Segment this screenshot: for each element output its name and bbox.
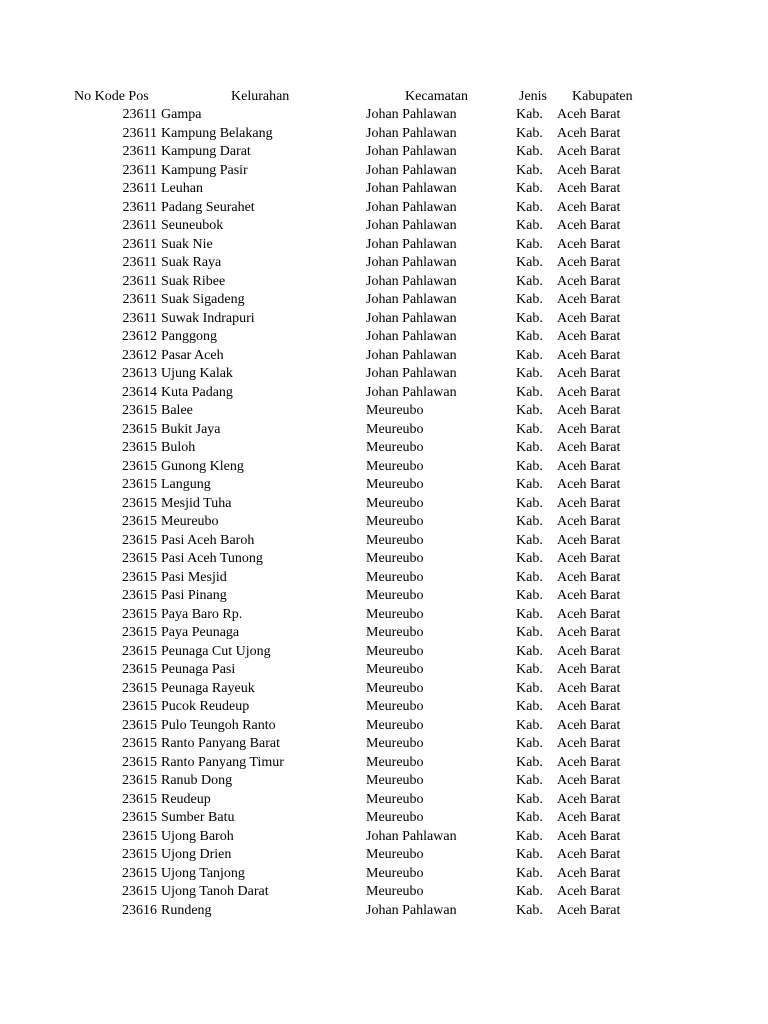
- kelurahan-cell: Ranub Dong: [161, 773, 233, 788]
- kelurahan-cell: Balee: [161, 403, 193, 418]
- kecamatan-cell: Johan Pahlawan: [366, 125, 457, 141]
- jenis-cell: Kab.: [516, 181, 543, 196]
- kelurahan-cell: Pasi Aceh Baroh: [161, 532, 255, 548]
- kabupaten-cell: Aceh Barat: [557, 310, 621, 326]
- jenis-cell: Kab.: [516, 514, 543, 529]
- table-row: [0, 254, 768, 273]
- jenis-cell: Kab.: [516, 125, 543, 141]
- kelurahan-cell: Sumber Batu: [161, 810, 235, 825]
- kabupaten-cell: Aceh Barat: [557, 606, 621, 622]
- kecamatan-cell: Johan Pahlawan: [366, 144, 457, 159]
- table-row: [0, 791, 768, 810]
- table-header: [0, 88, 768, 106]
- table-row: [0, 513, 768, 532]
- kecamatan-cell: Meureubo: [366, 736, 424, 751]
- jenis-cell: Kab.: [516, 884, 543, 899]
- kecamatan-cell: Meureubo: [366, 495, 424, 511]
- kecamatan-cell: Meureubo: [366, 773, 424, 788]
- kecamatan-cell: Johan Pahlawan: [366, 292, 457, 307]
- kecamatan-cell: Meureubo: [366, 699, 424, 714]
- table-row: [0, 846, 768, 865]
- kelurahan-cell: Buloh: [161, 440, 196, 455]
- jenis-cell: Kab.: [516, 403, 543, 418]
- kelurahan-cell: Peunaga Rayeuk: [161, 680, 255, 696]
- kelurahan-cell: Gunong Kleng: [161, 458, 244, 474]
- kelurahan-cell: Kampung Pasir: [161, 162, 248, 178]
- table-body: [0, 106, 768, 920]
- table-row: [0, 606, 768, 625]
- kecamatan-cell: Meureubo: [366, 680, 424, 696]
- jenis-cell: Kab.: [516, 699, 543, 714]
- kecamatan-cell: Meureubo: [366, 810, 424, 825]
- kecamatan-cell: Meureubo: [366, 662, 424, 677]
- jenis-cell: Kab.: [516, 588, 543, 603]
- kelurahan-cell: Seuneubok: [161, 218, 224, 233]
- table-row: [0, 365, 768, 384]
- table-row: [0, 439, 768, 458]
- kecamatan-cell: Meureubo: [366, 477, 424, 492]
- table-row: [0, 883, 768, 902]
- kode-pos-cell: 23615: [122, 588, 157, 603]
- table-row: [0, 828, 768, 847]
- kabupaten-cell: Aceh Barat: [557, 218, 621, 233]
- kecamatan-cell: Johan Pahlawan: [366, 162, 457, 178]
- kode-pos-cell: 23615: [122, 773, 157, 788]
- kode-pos-cell: 23615: [122, 606, 157, 622]
- jenis-cell: Kab.: [516, 680, 543, 696]
- kecamatan-cell: Meureubo: [366, 514, 424, 529]
- kode-pos-cell: 23615: [122, 569, 157, 585]
- kelurahan-cell: Pasi Aceh Tunong: [161, 551, 263, 566]
- jenis-cell: Kab.: [516, 329, 543, 344]
- table-row: [0, 291, 768, 310]
- table-row: [0, 550, 768, 569]
- table-row: [0, 569, 768, 588]
- kabupaten-cell: Aceh Barat: [557, 403, 621, 418]
- jenis-cell: Kab.: [516, 218, 543, 233]
- kecamatan-cell: Johan Pahlawan: [366, 255, 457, 270]
- kode-pos-cell: 23612: [122, 329, 157, 344]
- kecamatan-cell: Johan Pahlawan: [366, 828, 457, 844]
- kelurahan-cell: Pulo Teungoh Ranto: [161, 717, 276, 733]
- jenis-cell: Kab.: [516, 810, 543, 825]
- kelurahan-cell: Padang Seurahet: [161, 199, 255, 215]
- table-row: [0, 106, 768, 125]
- table-row: [0, 310, 768, 329]
- kelurahan-cell: Reudeup: [161, 791, 211, 807]
- kode-pos-cell: 23615: [122, 717, 157, 733]
- kode-pos-cell: 23612: [122, 347, 157, 363]
- kode-pos-cell: 23615: [122, 551, 157, 566]
- kode-pos-cell: 23614: [122, 384, 157, 400]
- table-row: [0, 273, 768, 292]
- kecamatan-cell: Johan Pahlawan: [366, 310, 457, 326]
- jenis-cell: Kab.: [516, 440, 543, 455]
- jenis-cell: Kab.: [516, 569, 543, 585]
- kelurahan-cell: Suak Ribee: [161, 273, 226, 289]
- kelurahan-cell: Langung: [161, 477, 211, 492]
- table-row: [0, 199, 768, 218]
- kelurahan-cell: Kampung Belakang: [161, 125, 273, 141]
- table-row: [0, 661, 768, 680]
- kelurahan-cell: Leuhan: [161, 181, 203, 196]
- kecamatan-cell: Johan Pahlawan: [366, 181, 457, 196]
- kode-pos-cell: 23615: [122, 754, 157, 770]
- jenis-cell: Kab.: [516, 606, 543, 622]
- kelurahan-cell: Ujong Baroh: [161, 828, 234, 844]
- jenis-cell: Kab.: [516, 292, 543, 307]
- table-row: [0, 125, 768, 144]
- kabupaten-cell: Aceh Barat: [557, 329, 621, 344]
- jenis-cell: Kab.: [516, 144, 543, 159]
- header-no-kode-pos: No Kode Pos: [74, 89, 149, 104]
- table-row: [0, 772, 768, 791]
- kecamatan-cell: Meureubo: [366, 440, 424, 455]
- kecamatan-cell: Meureubo: [366, 403, 424, 418]
- table-row: [0, 495, 768, 514]
- table-row: [0, 180, 768, 199]
- kecamatan-cell: Johan Pahlawan: [366, 218, 457, 233]
- table-row: [0, 624, 768, 643]
- kode-pos-cell: 23611: [122, 125, 157, 141]
- table-row: [0, 680, 768, 699]
- kelurahan-cell: Suak Nie: [161, 236, 213, 252]
- kode-pos-cell: 23611: [122, 310, 157, 326]
- kelurahan-cell: Suak Sigadeng: [161, 292, 245, 307]
- kecamatan-cell: Meureubo: [366, 791, 424, 807]
- header-kecamatan: Kecamatan: [405, 89, 468, 104]
- kode-pos-cell: 23615: [122, 421, 157, 437]
- kabupaten-cell: Aceh Barat: [557, 458, 621, 474]
- kabupaten-cell: Aceh Barat: [557, 810, 621, 825]
- kecamatan-cell: Johan Pahlawan: [366, 273, 457, 289]
- kode-pos-cell: 23611: [122, 273, 157, 289]
- kabupaten-cell: Aceh Barat: [557, 551, 621, 566]
- kecamatan-cell: Johan Pahlawan: [366, 329, 457, 344]
- kode-pos-cell: 23611: [122, 236, 157, 252]
- kode-pos-cell: 23615: [122, 643, 157, 659]
- kecamatan-cell: Meureubo: [366, 569, 424, 585]
- jenis-cell: Kab.: [516, 107, 543, 122]
- table-row: [0, 236, 768, 255]
- table-row: [0, 328, 768, 347]
- header-kabupaten: Kabupaten: [572, 89, 633, 104]
- jenis-cell: Kab.: [516, 495, 543, 511]
- kelurahan-cell: Gampa: [161, 107, 202, 122]
- kode-pos-cell: 23615: [122, 514, 157, 529]
- jenis-cell: Kab.: [516, 791, 543, 807]
- kecamatan-cell: Meureubo: [366, 458, 424, 474]
- kode-pos-cell: 23615: [122, 458, 157, 474]
- table-row: [0, 698, 768, 717]
- kabupaten-cell: Aceh Barat: [557, 347, 621, 363]
- jenis-cell: Kab.: [516, 347, 543, 363]
- kabupaten-cell: Aceh Barat: [557, 625, 621, 640]
- kabupaten-cell: Aceh Barat: [557, 421, 621, 437]
- kabupaten-cell: Aceh Barat: [557, 643, 621, 659]
- jenis-cell: Kab.: [516, 625, 543, 640]
- kabupaten-cell: Aceh Barat: [557, 144, 621, 159]
- kabupaten-cell: Aceh Barat: [557, 236, 621, 252]
- kode-pos-cell: 23611: [122, 144, 157, 159]
- kabupaten-cell: Aceh Barat: [557, 532, 621, 548]
- table-row: [0, 587, 768, 606]
- kecamatan-cell: Meureubo: [366, 884, 424, 899]
- kabupaten-cell: Aceh Barat: [557, 773, 621, 788]
- kecamatan-cell: Meureubo: [366, 588, 424, 603]
- jenis-cell: Kab.: [516, 458, 543, 474]
- kecamatan-cell: Meureubo: [366, 643, 424, 659]
- table-row: [0, 384, 768, 403]
- kecamatan-cell: Johan Pahlawan: [366, 199, 457, 215]
- kode-pos-cell: 23615: [122, 680, 157, 696]
- kelurahan-cell: Ujong Drien: [161, 847, 232, 862]
- table-row: [0, 476, 768, 495]
- kecamatan-cell: Meureubo: [366, 606, 424, 622]
- jenis-cell: Kab.: [516, 532, 543, 548]
- header-kelurahan: Kelurahan: [231, 89, 290, 104]
- jenis-cell: Kab.: [516, 366, 543, 381]
- kelurahan-cell: Ujong Tanjong: [161, 865, 245, 881]
- jenis-cell: Kab.: [516, 255, 543, 270]
- kelurahan-cell: Ranto Panyang Timur: [161, 754, 284, 770]
- jenis-cell: Kab.: [516, 865, 543, 881]
- kecamatan-cell: Johan Pahlawan: [366, 366, 457, 381]
- kabupaten-cell: Aceh Barat: [557, 680, 621, 696]
- kabupaten-cell: Aceh Barat: [557, 273, 621, 289]
- kecamatan-cell: Meureubo: [366, 754, 424, 770]
- kelurahan-cell: Suwak Indrapuri: [161, 310, 255, 326]
- table-row: [0, 532, 768, 551]
- kelurahan-cell: Rundeng: [161, 902, 212, 918]
- kode-pos-cell: 23611: [122, 255, 157, 270]
- kabupaten-cell: Aceh Barat: [557, 865, 621, 881]
- table-row: [0, 809, 768, 828]
- kecamatan-cell: Meureubo: [366, 551, 424, 566]
- kelurahan-cell: Ujong Tanoh Darat: [161, 884, 269, 899]
- kecamatan-cell: Johan Pahlawan: [366, 236, 457, 252]
- jenis-cell: Kab.: [516, 662, 543, 677]
- kabupaten-cell: Aceh Barat: [557, 736, 621, 751]
- table-row: [0, 902, 768, 921]
- kabupaten-cell: Aceh Barat: [557, 569, 621, 585]
- kelurahan-cell: Kampung Darat: [161, 144, 251, 159]
- kabupaten-cell: Aceh Barat: [557, 884, 621, 899]
- kabupaten-cell: Aceh Barat: [557, 828, 621, 844]
- kode-pos-cell: 23615: [122, 532, 157, 548]
- kelurahan-cell: Paya Peunaga: [161, 625, 240, 640]
- kabupaten-cell: Aceh Barat: [557, 440, 621, 455]
- kelurahan-cell: Peunaga Cut Ujong: [161, 643, 271, 659]
- kelurahan-cell: Paya Baro Rp.: [161, 606, 243, 622]
- kecamatan-cell: Johan Pahlawan: [366, 384, 457, 400]
- kode-pos-cell: 23615: [122, 440, 157, 455]
- kode-pos-cell: 23615: [122, 477, 157, 492]
- kabupaten-cell: Aceh Barat: [557, 902, 621, 918]
- table-row: [0, 717, 768, 736]
- jenis-cell: Kab.: [516, 551, 543, 566]
- kabupaten-cell: Aceh Barat: [557, 662, 621, 677]
- kode-pos-cell: 23616: [122, 902, 157, 918]
- kelurahan-cell: Meureubo: [161, 514, 219, 529]
- kabupaten-cell: Aceh Barat: [557, 477, 621, 492]
- kabupaten-cell: Aceh Barat: [557, 588, 621, 603]
- table-row: [0, 421, 768, 440]
- kabupaten-cell: Aceh Barat: [557, 292, 621, 307]
- kode-pos-cell: 23611: [122, 218, 157, 233]
- jenis-cell: Kab.: [516, 847, 543, 862]
- kabupaten-cell: Aceh Barat: [557, 181, 621, 196]
- kelurahan-cell: Kuta Padang: [161, 384, 233, 400]
- kode-pos-cell: 23611: [122, 199, 157, 215]
- kecamatan-cell: Meureubo: [366, 717, 424, 733]
- table-row: [0, 162, 768, 181]
- kabupaten-cell: Aceh Barat: [557, 754, 621, 770]
- kelurahan-cell: Suak Raya: [161, 255, 222, 270]
- kelurahan-cell: Ujung Kalak: [161, 366, 233, 381]
- kelurahan-cell: Peunaga Pasi: [161, 662, 236, 677]
- jenis-cell: Kab.: [516, 273, 543, 289]
- kode-pos-cell: 23615: [122, 699, 157, 714]
- kode-pos-cell: 23611: [122, 292, 157, 307]
- kode-pos-cell: 23611: [122, 107, 157, 122]
- kabupaten-cell: Aceh Barat: [557, 199, 621, 215]
- table-row: [0, 347, 768, 366]
- table-row: [0, 754, 768, 773]
- kelurahan-cell: Pasar Aceh: [161, 347, 224, 363]
- kode-pos-cell: 23611: [122, 181, 157, 196]
- kode-pos-cell: 23613: [122, 366, 157, 381]
- kabupaten-cell: Aceh Barat: [557, 495, 621, 511]
- kelurahan-cell: Mesjid Tuha: [161, 495, 232, 511]
- kode-pos-cell: 23615: [122, 662, 157, 677]
- jenis-cell: Kab.: [516, 773, 543, 788]
- kode-pos-cell: 23615: [122, 625, 157, 640]
- jenis-cell: Kab.: [516, 736, 543, 751]
- table-row: [0, 143, 768, 162]
- kode-pos-cell: 23615: [122, 736, 157, 751]
- kelurahan-cell: Pasi Mesjid: [161, 569, 227, 585]
- kelurahan-cell: Pasi Pinang: [161, 588, 227, 603]
- table-row: [0, 458, 768, 477]
- kabupaten-cell: Aceh Barat: [557, 514, 621, 529]
- jenis-cell: Kab.: [516, 162, 543, 178]
- kode-pos-cell: 23615: [122, 495, 157, 511]
- kode-pos-cell: 23615: [122, 810, 157, 825]
- kecamatan-cell: Johan Pahlawan: [366, 107, 457, 122]
- kelurahan-cell: Pucok Reudeup: [161, 699, 250, 714]
- table-row: [0, 402, 768, 421]
- kecamatan-cell: Meureubo: [366, 532, 424, 548]
- header-jenis: Jenis: [519, 89, 547, 104]
- kecamatan-cell: Meureubo: [366, 865, 424, 881]
- table-row: [0, 217, 768, 236]
- table-row: [0, 865, 768, 884]
- kabupaten-cell: Aceh Barat: [557, 162, 621, 178]
- kabupaten-cell: Aceh Barat: [557, 791, 621, 807]
- kecamatan-cell: Meureubo: [366, 847, 424, 862]
- kode-pos-cell: 23611: [122, 162, 157, 178]
- jenis-cell: Kab.: [516, 236, 543, 252]
- kabupaten-cell: Aceh Barat: [557, 107, 621, 122]
- kelurahan-cell: Ranto Panyang Barat: [161, 736, 280, 751]
- jenis-cell: Kab.: [516, 421, 543, 437]
- kabupaten-cell: Aceh Barat: [557, 255, 621, 270]
- kecamatan-cell: Johan Pahlawan: [366, 347, 457, 363]
- kabupaten-cell: Aceh Barat: [557, 366, 621, 381]
- kecamatan-cell: Johan Pahlawan: [366, 902, 457, 918]
- kode-pos-cell: 23615: [122, 865, 157, 881]
- kelurahan-cell: Panggong: [161, 329, 217, 344]
- kode-pos-cell: 23615: [122, 791, 157, 807]
- kabupaten-cell: Aceh Barat: [557, 717, 621, 733]
- kode-pos-cell: 23615: [122, 403, 157, 418]
- jenis-cell: Kab.: [516, 902, 543, 918]
- jenis-cell: Kab.: [516, 717, 543, 733]
- table-row: [0, 643, 768, 662]
- jenis-cell: Kab.: [516, 310, 543, 326]
- kecamatan-cell: Meureubo: [366, 625, 424, 640]
- kelurahan-cell: Bukit Jaya: [161, 421, 221, 437]
- jenis-cell: Kab.: [516, 384, 543, 400]
- jenis-cell: Kab.: [516, 754, 543, 770]
- kabupaten-cell: Aceh Barat: [557, 384, 621, 400]
- jenis-cell: Kab.: [516, 199, 543, 215]
- kabupaten-cell: Aceh Barat: [557, 847, 621, 862]
- jenis-cell: Kab.: [516, 828, 543, 844]
- kabupaten-cell: Aceh Barat: [557, 699, 621, 714]
- kode-pos-cell: 23615: [122, 828, 157, 844]
- table-row: [0, 735, 768, 754]
- kode-pos-cell: 23615: [122, 884, 157, 899]
- jenis-cell: Kab.: [516, 477, 543, 492]
- kode-pos-cell: 23615: [122, 847, 157, 862]
- jenis-cell: Kab.: [516, 643, 543, 659]
- kabupaten-cell: Aceh Barat: [557, 125, 621, 141]
- kecamatan-cell: Meureubo: [366, 421, 424, 437]
